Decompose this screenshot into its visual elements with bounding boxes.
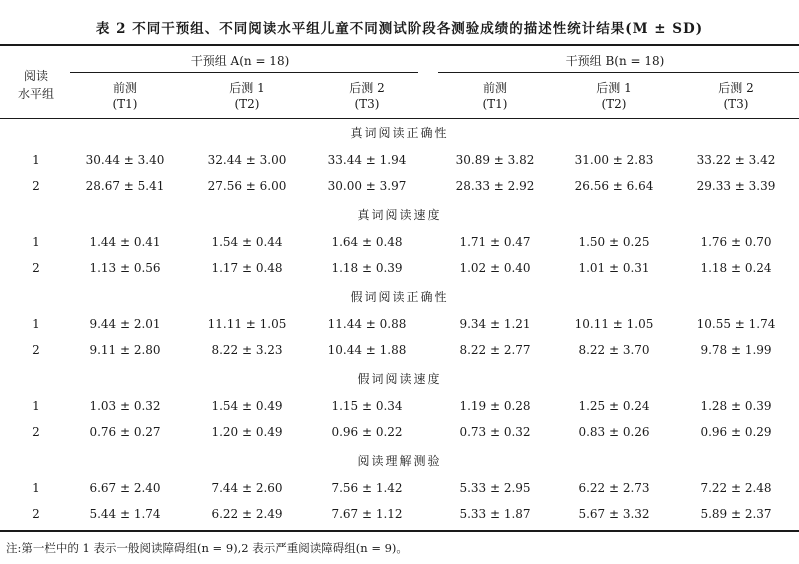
value-cell: 6.22 ± 2.49 <box>211 507 283 521</box>
value-cell: 5.67 ± 3.32 <box>578 507 650 521</box>
table-row <box>0 179 799 199</box>
value-cell: 0.73 ± 0.32 <box>459 425 531 439</box>
table-row <box>0 507 799 527</box>
value-cell: 5.33 ± 1.87 <box>459 507 531 521</box>
column-header-label: 前测 <box>482 81 507 95</box>
group-a-rule <box>70 72 418 73</box>
value-cell: 5.44 ± 1.74 <box>89 507 161 521</box>
value-cell: 7.44 ± 2.60 <box>211 481 283 495</box>
value-cell: 11.44 ± 0.88 <box>327 317 407 331</box>
value-cell: 0.96 ± 0.29 <box>700 425 772 439</box>
value-cell: 8.22 ± 3.23 <box>211 343 283 357</box>
value-cell: 11.11 ± 1.05 <box>207 317 287 331</box>
table-row <box>0 317 799 337</box>
value-cell: 1.20 ± 0.49 <box>211 425 283 439</box>
value-cell: 5.33 ± 2.95 <box>459 481 531 495</box>
value-cell: 10.55 ± 1.74 <box>696 317 776 331</box>
column-header-label: 后测 2 <box>718 81 754 95</box>
value-cell: 30.44 ± 3.40 <box>85 153 165 167</box>
value-cell: 6.22 ± 2.73 <box>578 481 650 495</box>
column-header-code: (T3) <box>723 97 749 111</box>
value-cell: 31.00 ± 2.83 <box>574 153 654 167</box>
value-cell: 27.56 ± 6.00 <box>207 179 287 193</box>
table-row <box>0 153 799 173</box>
section-title: 阅读理解测验 <box>357 454 442 468</box>
value-cell: 9.11 ± 2.80 <box>89 343 161 357</box>
value-cell: 28.67 ± 5.41 <box>85 179 165 193</box>
value-cell: 1.64 ± 0.48 <box>331 235 403 249</box>
value-cell: 1.76 ± 0.70 <box>700 235 772 249</box>
reading-level-cell: 2 <box>32 179 40 193</box>
reading-level-cell: 2 <box>32 425 40 439</box>
top-rule <box>0 44 799 46</box>
value-cell: 33.44 ± 1.94 <box>327 153 407 167</box>
reading-level-cell: 2 <box>32 261 40 275</box>
section-title: 真词阅读速度 <box>357 208 442 222</box>
value-cell: 30.00 ± 3.97 <box>327 179 407 193</box>
value-cell: 1.01 ± 0.31 <box>578 261 650 275</box>
value-cell: 1.13 ± 0.56 <box>89 261 161 275</box>
value-cell: 7.67 ± 1.12 <box>331 507 403 521</box>
group-b-header: 干预组 B(n = 18) <box>565 54 665 68</box>
value-cell: 8.22 ± 2.77 <box>459 343 531 357</box>
value-cell: 7.56 ± 1.42 <box>331 481 403 495</box>
value-cell: 10.11 ± 1.05 <box>574 317 654 331</box>
value-cell: 1.71 ± 0.47 <box>459 235 531 249</box>
reading-level-cell: 1 <box>32 153 40 167</box>
table-row <box>0 399 799 419</box>
value-cell: 1.15 ± 0.34 <box>331 399 403 413</box>
value-cell: 1.28 ± 0.39 <box>700 399 772 413</box>
value-cell: 1.17 ± 0.48 <box>211 261 283 275</box>
column-header-code: (T1) <box>482 97 508 111</box>
value-cell: 1.44 ± 0.41 <box>89 235 161 249</box>
section-title: 假词阅读速度 <box>357 372 442 386</box>
section-title: 假词阅读正确性 <box>350 290 449 304</box>
value-cell: 1.54 ± 0.49 <box>211 399 283 413</box>
value-cell: 1.18 ± 0.24 <box>700 261 772 275</box>
column-header-label: 后测 2 <box>349 81 385 95</box>
value-cell: 0.76 ± 0.27 <box>89 425 161 439</box>
value-cell: 6.67 ± 2.40 <box>89 481 161 495</box>
value-cell: 8.22 ± 3.70 <box>578 343 650 357</box>
header-rule <box>0 118 799 119</box>
row-header-line2: 水平组 <box>17 87 54 101</box>
value-cell: 7.22 ± 2.48 <box>700 481 772 495</box>
value-cell: 10.44 ± 1.88 <box>327 343 407 357</box>
value-cell: 1.54 ± 0.44 <box>211 235 283 249</box>
table-row <box>0 481 799 501</box>
value-cell: 1.03 ± 0.32 <box>89 399 161 413</box>
reading-level-cell: 1 <box>32 481 40 495</box>
table-row <box>0 425 799 445</box>
reading-level-cell: 1 <box>32 399 40 413</box>
table-row <box>0 343 799 363</box>
column-header-code: (T3) <box>354 97 380 111</box>
value-cell: 1.18 ± 0.39 <box>331 261 403 275</box>
value-cell: 30.89 ± 3.82 <box>455 153 535 167</box>
table-note: 注:第一栏中的 1 表示一般阅读障碍组(n = 9),2 表示严重阅读障碍组(n = 9)。 <box>6 541 408 555</box>
table-caption: 表 2 不同干预组、不同阅读水平组儿童不同测试阶段各测验成绩的描述性统计结果(M ± SD) <box>95 21 704 37</box>
value-cell: 9.78 ± 1.99 <box>700 343 772 357</box>
value-cell: 9.44 ± 2.01 <box>89 317 161 331</box>
value-cell: 28.33 ± 2.92 <box>455 179 535 193</box>
value-cell: 0.83 ± 0.26 <box>578 425 650 439</box>
table-row <box>0 235 799 255</box>
value-cell: 29.33 ± 3.39 <box>696 179 776 193</box>
group-a-header: 干预组 A(n = 18) <box>190 54 290 68</box>
table-row <box>0 261 799 281</box>
column-header-label: 后测 1 <box>229 81 265 95</box>
column-header-code: (T1) <box>112 97 138 111</box>
value-cell: 0.96 ± 0.22 <box>331 425 403 439</box>
value-cell: 1.02 ± 0.40 <box>459 261 531 275</box>
column-header-label: 前测 <box>112 81 137 95</box>
value-cell: 26.56 ± 6.64 <box>574 179 654 193</box>
value-cell: 5.89 ± 2.37 <box>700 507 772 521</box>
value-cell: 1.25 ± 0.24 <box>578 399 650 413</box>
group-b-rule <box>438 72 799 73</box>
value-cell: 9.34 ± 1.21 <box>459 317 531 331</box>
bottom-rule <box>0 530 799 532</box>
value-cell: 32.44 ± 3.00 <box>207 153 287 167</box>
reading-level-cell: 2 <box>32 343 40 357</box>
reading-level-cell: 2 <box>32 507 40 521</box>
value-cell: 33.22 ± 3.42 <box>696 153 776 167</box>
reading-level-cell: 1 <box>32 235 40 249</box>
column-header-code: (T2) <box>601 97 627 111</box>
row-header-line1: 阅读 <box>23 69 48 83</box>
value-cell: 1.19 ± 0.28 <box>459 399 531 413</box>
column-header-label: 后测 1 <box>596 81 632 95</box>
column-header-code: (T2) <box>234 97 260 111</box>
value-cell: 1.50 ± 0.25 <box>578 235 650 249</box>
reading-level-cell: 1 <box>32 317 40 331</box>
section-title: 真词阅读正确性 <box>350 126 449 140</box>
